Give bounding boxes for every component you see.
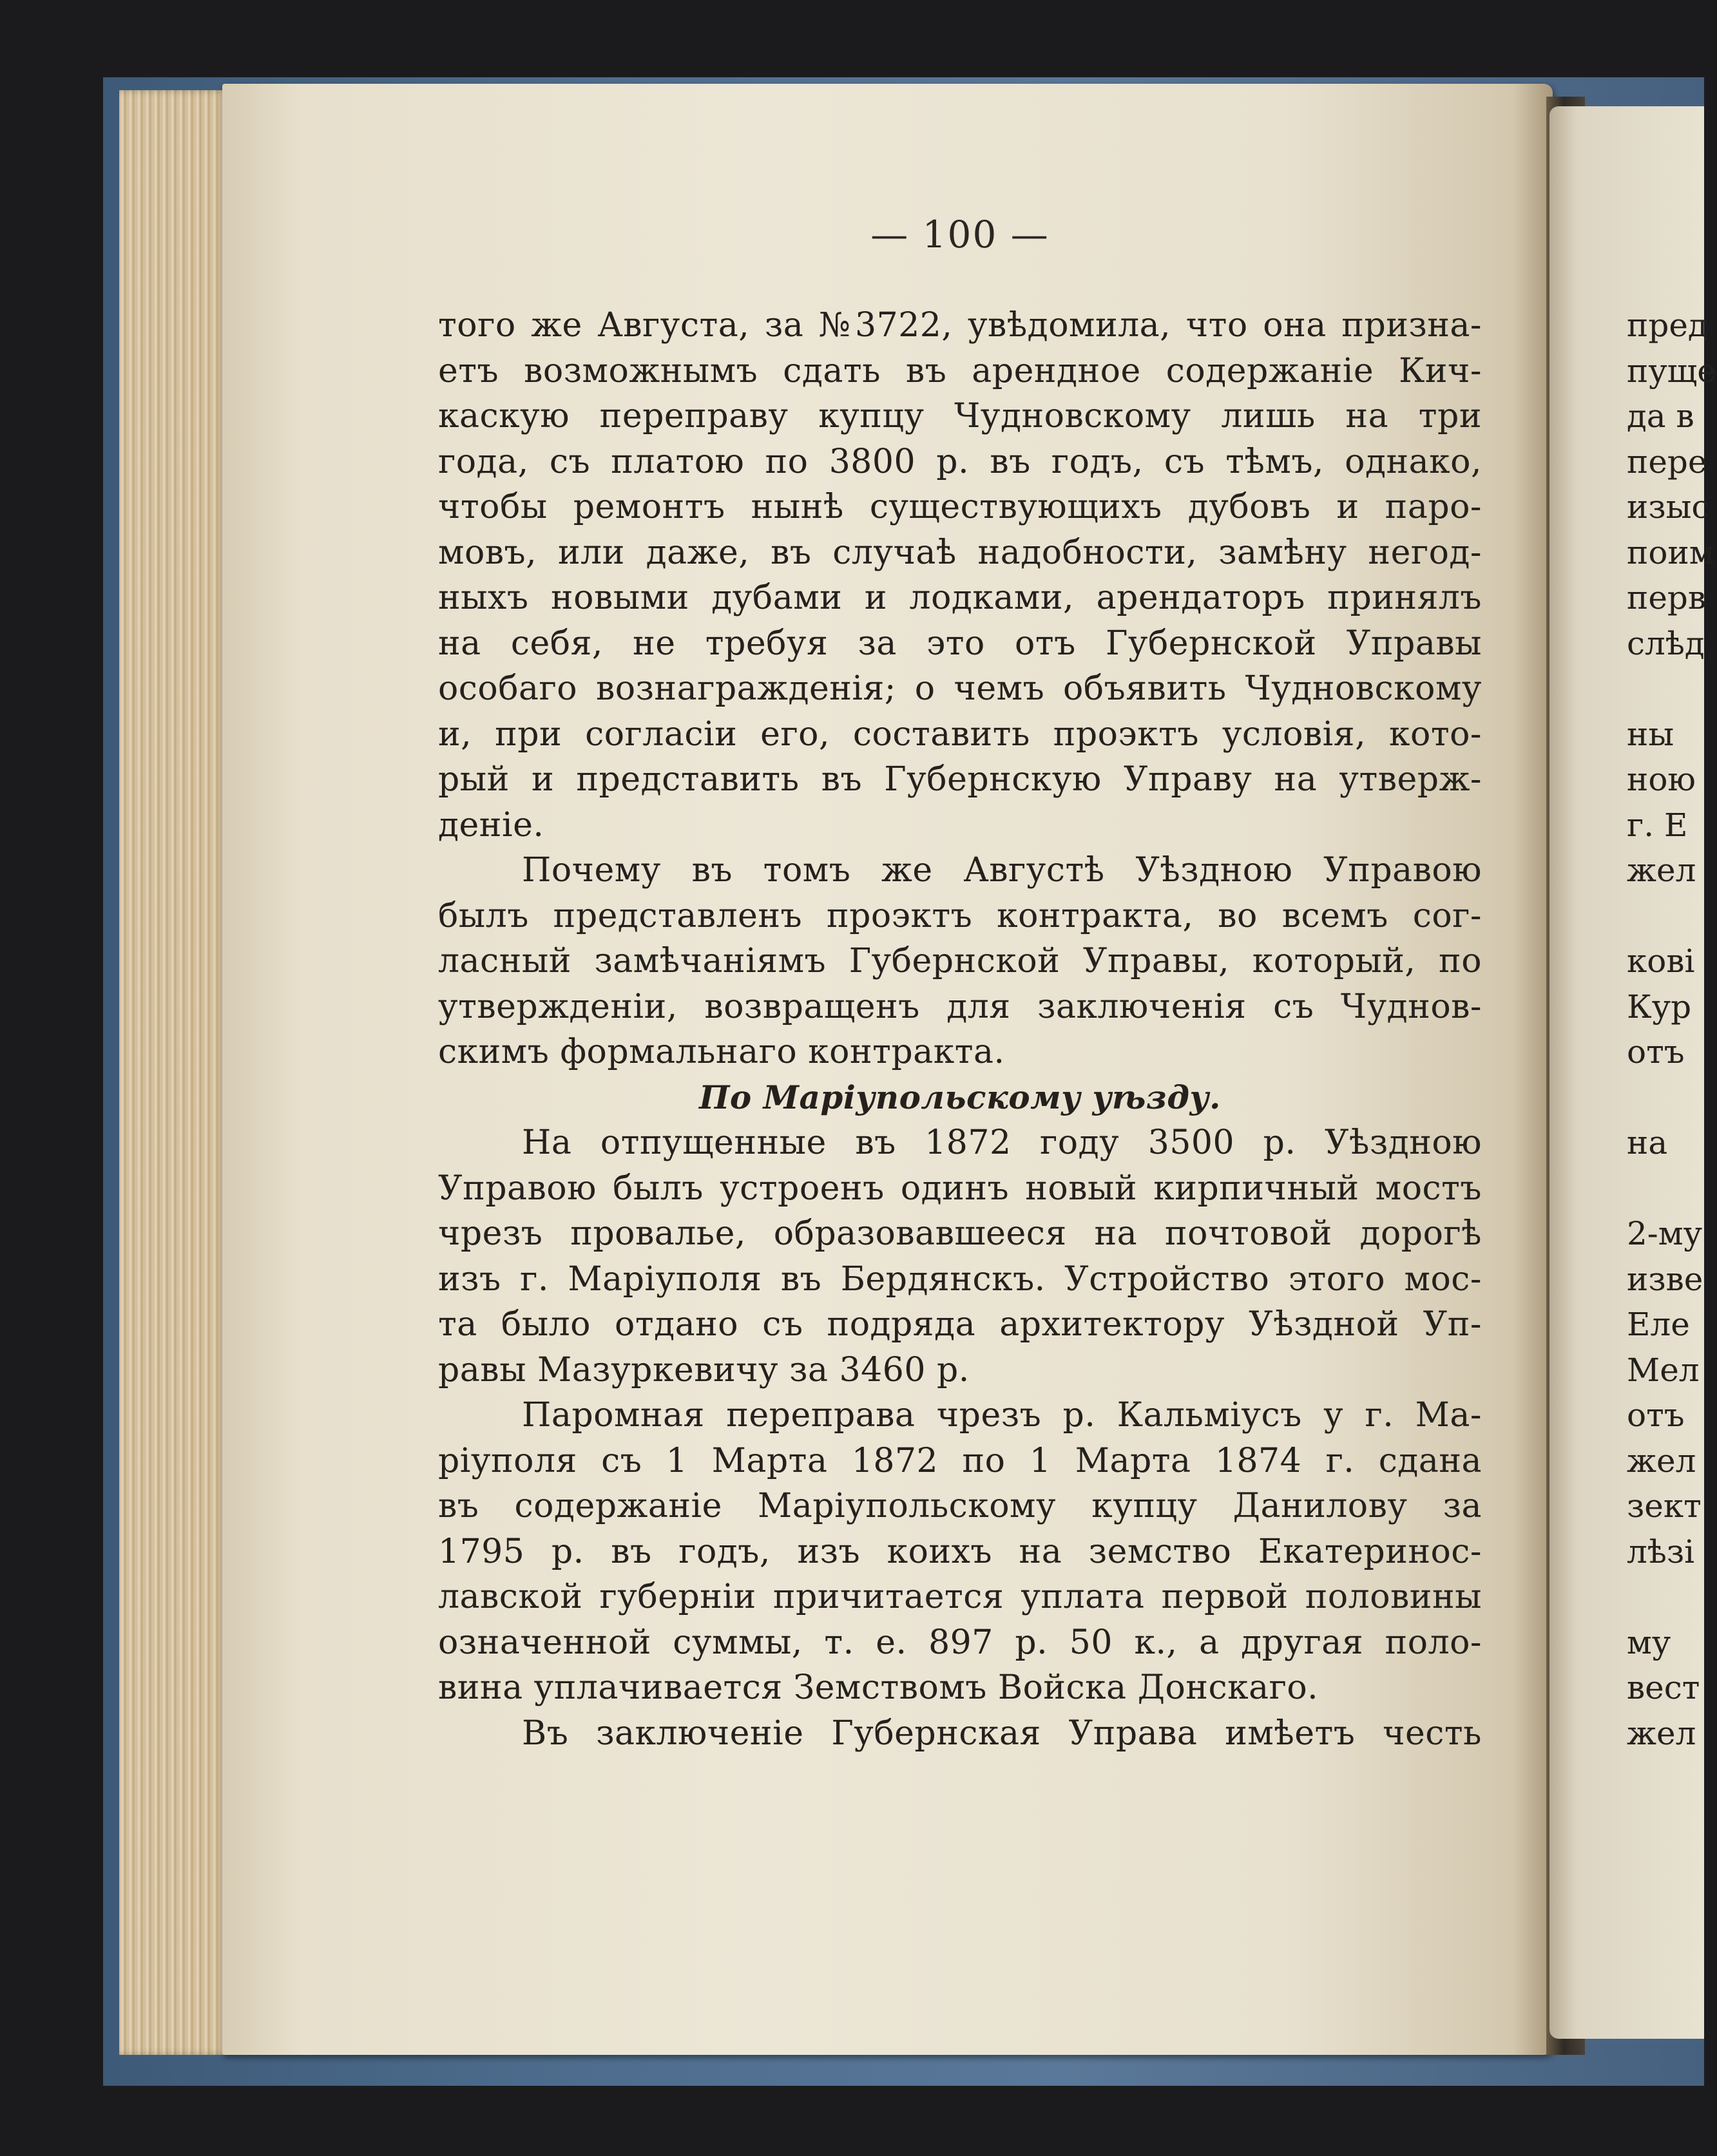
right-page-line: Еле: [1627, 1306, 1690, 1343]
right-page-line: му: [1627, 1623, 1671, 1661]
text-line: года, съ платою по 3800 р. въ годъ, съ тѣмъ, однако,: [438, 442, 1482, 481]
right-page-line: пуще: [1627, 352, 1716, 390]
right-page-line: пере: [1627, 443, 1707, 481]
text-line: чтобы ремонтъ нынѣ существующихъ дубовъ и паро-: [438, 488, 1482, 526]
text-line: ласный замѣчаніямъ Губернской Управы, который, по: [438, 942, 1482, 980]
right-page-line: поим: [1627, 533, 1714, 571]
right-page-line: 2-му: [1627, 1215, 1703, 1252]
right-page-line: ною: [1627, 761, 1696, 798]
text-line: чрезъ провалье, образовавшееся на почтовой дорогѣ: [438, 1214, 1482, 1253]
right-page-line: изве: [1627, 1260, 1703, 1298]
text-line: та было отдано съ подряда архитектору Уѣздной Уп-: [438, 1305, 1482, 1344]
main-text-block: [438, 303, 1482, 1756]
text-line: скимъ формальнаго контракта.: [438, 1033, 1005, 1071]
text-line: Управою былъ устроенъ одинъ новый кирпичный мостъ: [438, 1169, 1482, 1208]
text-line: утвержденіи, возвращенъ для заключенія съ Чуднов-: [438, 987, 1482, 1026]
right-page-line: пред: [1627, 307, 1708, 344]
right-page-line: [1627, 1075, 1717, 1121]
right-page-line: г. Е: [1627, 806, 1688, 844]
text-line: означенной суммы, т. е. 897 р. 50 к., а другая поло-: [438, 1623, 1482, 1662]
right-page-line: да в: [1627, 397, 1694, 435]
text-line: особаго вознагражденія; о чемъ объявить Чудновскому: [438, 669, 1482, 708]
page-number: — 100 —: [870, 213, 1050, 256]
right-page-line: кові: [1627, 942, 1695, 980]
page-block-edges: [119, 90, 232, 2055]
text-line: того же Августа, за №3722, увѣдомила, что она призна-: [438, 306, 1482, 345]
right-page-line: Кур: [1627, 987, 1692, 1026]
text-line: былъ представленъ проэктъ контракта, во всемъ сог-: [438, 896, 1482, 935]
right-page-line: отъ: [1627, 1397, 1685, 1434]
text-line: рый и представить въ Губернскую Управу на утверж-: [438, 760, 1482, 799]
text-line: деніе.: [438, 805, 544, 844]
right-page-line: изыс: [1627, 488, 1710, 526]
text-line: равы Мазуркевичу за 3460 р.: [438, 1350, 970, 1389]
right-page-line: [1627, 893, 1717, 939]
text-line: етъ возможнымъ сдать въ арендное содержаніе Кич-: [438, 351, 1482, 390]
right-page-line: [1627, 1166, 1717, 1212]
right-page-line: отъ: [1627, 1033, 1685, 1071]
right-page-line: лѣзі: [1627, 1532, 1695, 1570]
text-line: Паромная переправа чрезъ р. Кальміусъ у г. Ма-: [522, 1396, 1482, 1435]
text-line: лавской губерніи причитается уплата первой половины: [438, 1578, 1482, 1616]
right-page-text-fragments: [1627, 303, 1717, 1756]
right-page-line: зект: [1627, 1487, 1702, 1525]
right-page-line: Мел: [1627, 1351, 1700, 1389]
text-line: ныхъ новыми дубами и лодками, арендаторъ принялъ: [438, 578, 1482, 617]
text-line: вина уплачивается Земствомъ Войска Донскаго.: [438, 1668, 1319, 1707]
right-page-line: на: [1627, 1124, 1668, 1161]
right-page-line: вест: [1627, 1669, 1700, 1706]
text-line: На отпущенные въ 1872 году 3500 р. Уѣздною: [522, 1123, 1482, 1162]
text-line: каскую переправу купцу Чудновскому лишь на три: [438, 397, 1482, 435]
section-heading: По Маріупольскому уѣзду.: [699, 1078, 1221, 1116]
right-page-line: [1627, 1574, 1717, 1620]
right-page-line: жел: [1627, 1714, 1696, 1752]
text-line: въ содержаніе Маріупольскому купцу Данилову за: [438, 1487, 1482, 1525]
text-line: Почему въ томъ же Августѣ Уѣздною Управою: [522, 851, 1482, 890]
text-line: мовъ, или даже, въ случаѣ надобности, замѣну негод-: [438, 533, 1482, 572]
text-line: 1795 р. въ годъ, изъ коихъ на земство Екатеринос-: [438, 1532, 1482, 1571]
text-line: Въ заключеніе Губернская Управа имѣетъ честь: [522, 1713, 1482, 1753]
right-page-line: жел: [1627, 1442, 1696, 1480]
text-line: изъ г. Маріуполя въ Бердянскъ. Устройство этого мос-: [438, 1259, 1482, 1299]
text-line: на себя, не требуя за это отъ Губернской Управы: [438, 624, 1482, 663]
right-page-line: ны: [1627, 715, 1674, 753]
text-line: и, при согласіи его, составить проэктъ условія, кото-: [438, 714, 1482, 754]
right-page-line: [1627, 666, 1717, 712]
right-page-line: слѣд: [1627, 624, 1705, 662]
right-page-line: перв: [1627, 579, 1707, 616]
text-line: ріуполя съ 1 Марта 1872 по 1 Марта 1874 г. сдана: [438, 1441, 1482, 1480]
right-page-line: жел: [1627, 852, 1696, 889]
